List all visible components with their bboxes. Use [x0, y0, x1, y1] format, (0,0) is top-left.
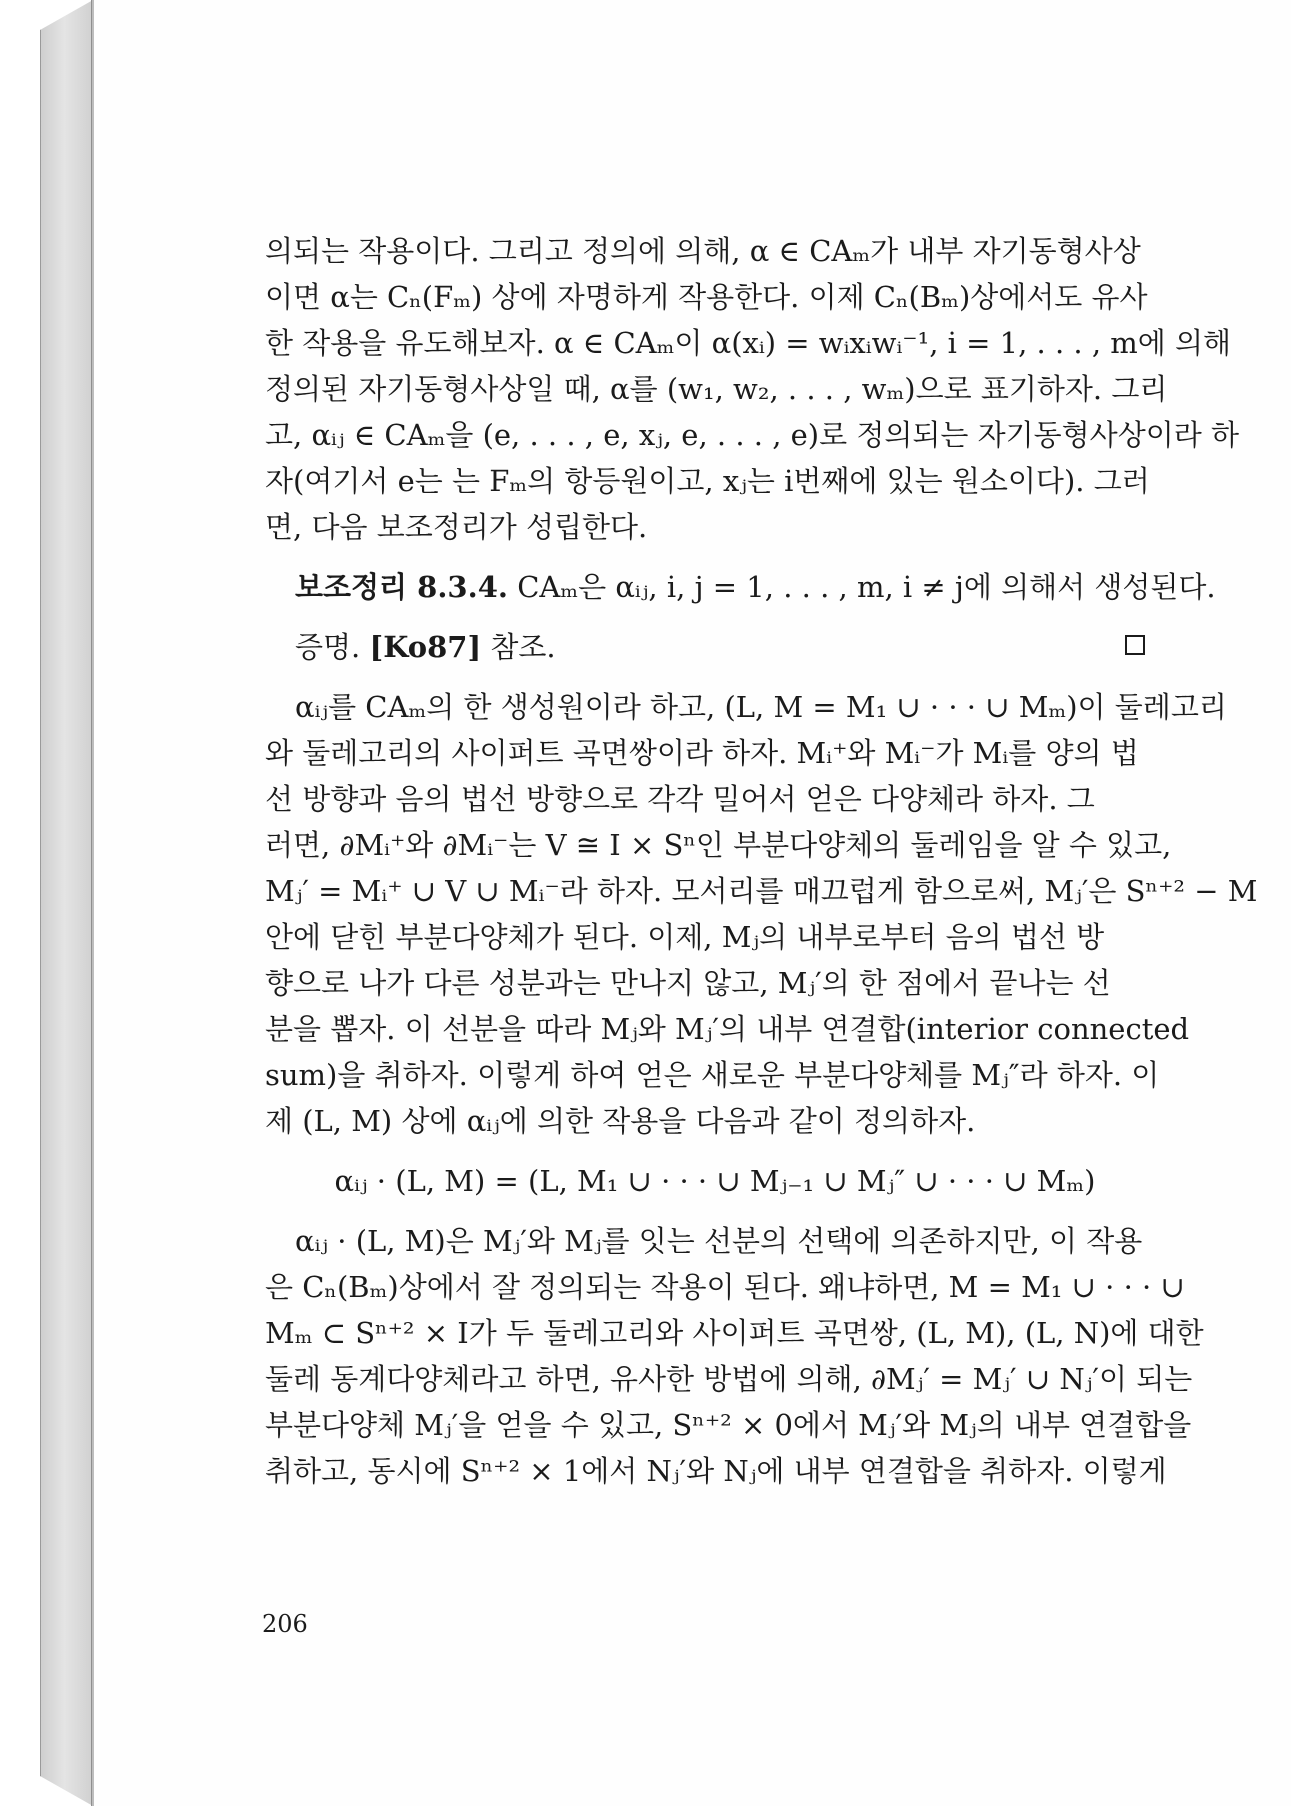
text-line: 은 Cₙ(Bₘ)상에서 잘 정의되는 작용이 된다. 왜냐하면, M = M₁ ∪ · · · ∪ [265, 1270, 1185, 1304]
text-line: 한 작용을 유도해보자. α ∈ CAₘ이 α(xᵢ) = wᵢxᵢwᵢ⁻¹, i = 1, . . . , m에 의해 [265, 326, 1232, 360]
text-line: 러면, ∂Mᵢ⁺와 ∂Mᵢ⁻는 V ≅ I × Sⁿ인 부분다양체의 둘레임을 알 수 있고, [265, 828, 1172, 862]
page-body [265, 228, 1258, 1494]
paragraph-3 [265, 1218, 1204, 1494]
text-line: αᵢⱼ · (L, M)은 Mⱼ′와 Mⱼ를 잇는 선분의 선택에 의존하지만, 이 작용 [295, 1224, 1143, 1258]
lemma-label: 보조정리 8.3.4. [295, 570, 508, 604]
text-line: 고, αᵢⱼ ∈ CAₘ을 (e, . . . , e, xⱼ, e, . . . , e)로 정의되는 자기동형사상이라 하 [265, 418, 1239, 452]
proof [265, 624, 1145, 670]
book-spine [40, 0, 93, 1806]
text-line: 면, 다음 보조정리가 성립한다. [265, 510, 648, 544]
page-number: 206 [262, 1610, 308, 1638]
text-line: 선 방향과 음의 법선 방향으로 각각 밀어서 얻은 다양체라 하자. 그 [265, 782, 1095, 816]
text-line: 안에 닫힌 부분다양체가 된다. 이제, Mⱼ의 내부로부터 음의 법선 방 [265, 920, 1105, 954]
text-line: 와 둘레고리의 사이퍼트 곡면쌍이라 하자. Mᵢ⁺와 Mᵢ⁻가 Mᵢ를 양의 법 [265, 736, 1139, 770]
text-line: 취하고, 동시에 Sⁿ⁺² × 1에서 Nⱼ′와 Nⱼ에 내부 연결합을 취하자. 이렇게 [265, 1454, 1167, 1488]
paragraph-1 [265, 228, 1239, 550]
text-line: 향으로 나가 다른 성분과는 만나지 않고, Mⱼ′의 한 점에서 끝나는 선 [265, 966, 1111, 1000]
text-line: 자(여기서 e는 는 Fₘ의 항등원이고, xⱼ는 i번째에 있는 원소이다). 그러 [265, 464, 1150, 498]
paragraph-2 [265, 684, 1258, 1144]
text-line: 부분다양체 Mⱼ′을 얻을 수 있고, Sⁿ⁺² × 0에서 Mⱼ′와 Mⱼ의 내부 연결합을 [265, 1408, 1192, 1442]
text-line: Mₘ ⊂ Sⁿ⁺² × I가 두 둘레고리와 사이퍼트 곡면쌍, (L, M), (L, N)에 대한 [265, 1316, 1204, 1350]
display-equation: αᵢⱼ · (L, M) = (L, M₁ ∪ · · · ∪ Mⱼ₋₁ ∪ Mⱼ″ ∪ · · · ∪ Mₘ) [334, 1164, 1096, 1198]
text-line: 둘레 동계다양체라고 하면, 유사한 방법에 의해, ∂Mⱼ′ = Mⱼ′ ∪ Nⱼ′이 되는 [265, 1362, 1193, 1396]
proof-text: 참조. [490, 630, 556, 664]
text-line: 이면 α는 Cₙ(Fₘ) 상에 자명하게 작용한다. 이제 Cₙ(Bₘ)상에서도 유사 [265, 280, 1148, 314]
proof-reference: [Ko87] [369, 630, 482, 664]
text-line: 제 (L, M) 상에 αᵢⱼ에 의한 작용을 다음과 같이 정의하자. [265, 1104, 976, 1138]
proof-label: 증명. [295, 630, 361, 664]
text-line: Mⱼ′ = Mᵢ⁺ ∪ V ∪ Mᵢ⁻라 하자. 모서리를 매끄럽게 함으로써, Mⱼ′은 Sⁿ⁺² − M [265, 874, 1258, 908]
text-line: αᵢⱼ를 CAₘ의 한 생성원이라 하고, (L, M = M₁ ∪ · · · ∪ Mₘ)이 둘레고리 [295, 690, 1227, 724]
text-line: sum)을 취하자. 이렇게 하여 얻은 새로운 부분다양체를 Mⱼ″라 하자. 이 [265, 1058, 1160, 1092]
text-line: 분을 뽑자. 이 선분을 따라 Mⱼ와 Mⱼ′의 내부 연결합(interior connected [265, 1012, 1190, 1046]
lemma [265, 564, 1216, 610]
text-line: 의되는 작용이다. 그리고 정의에 의해, α ∈ CAₘ가 내부 자기동형사상 [265, 234, 1141, 268]
text-line: 정의된 자기동형사상일 때, α를 (w₁, w₂, . . . , wₘ)으로 표기하자. 그리 [265, 372, 1168, 406]
lemma-text: CAₘ은 αᵢⱼ, i, j = 1, . . . , m, i ≠ j에 의해서 생성된다. [517, 570, 1216, 604]
qed-box-icon [1125, 635, 1145, 655]
